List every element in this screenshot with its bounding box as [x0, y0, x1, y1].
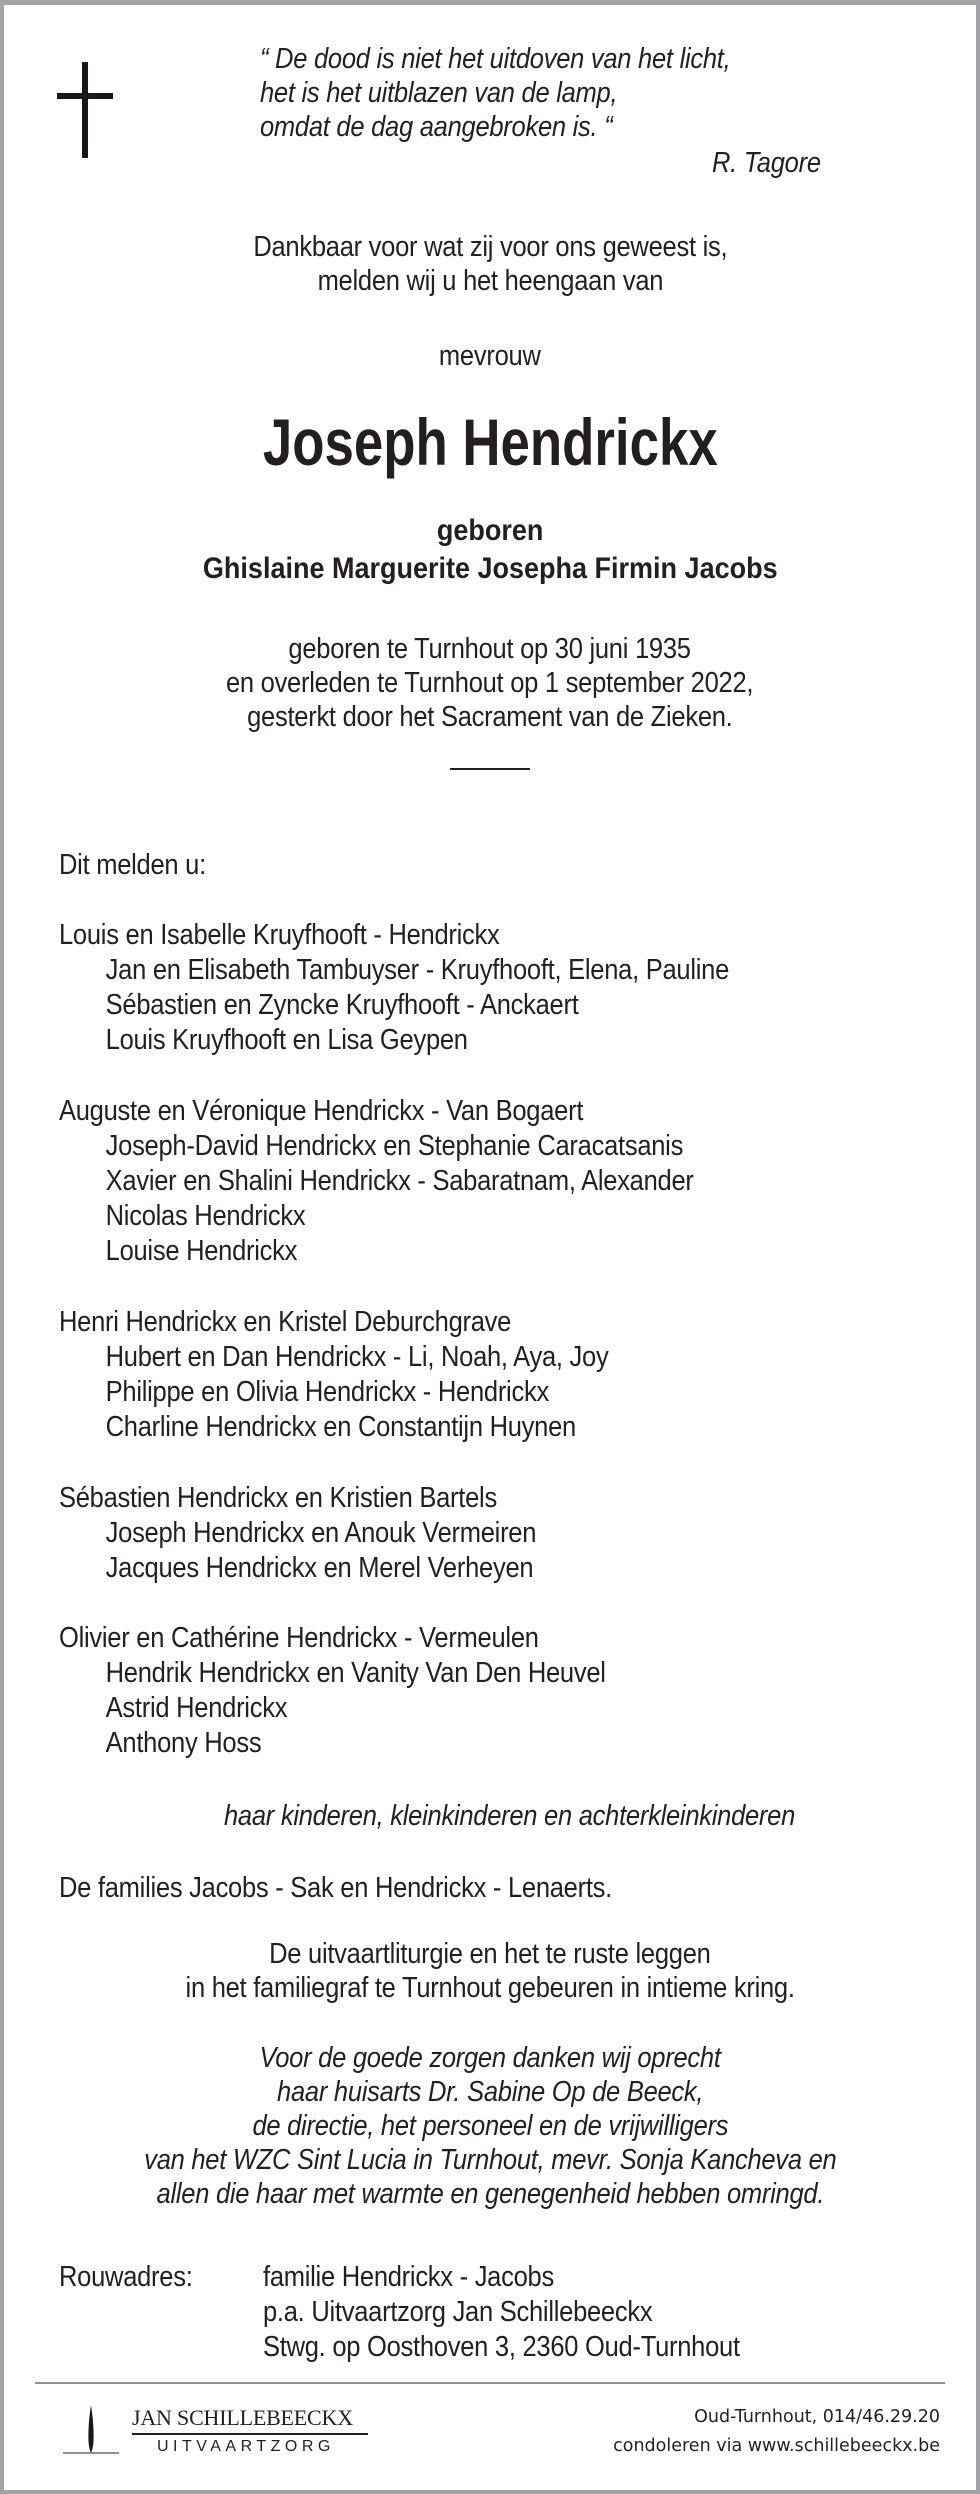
family-member: Hubert en Dan Hendrickx - Li, Noah, Aya, Joy: [105, 1341, 609, 1373]
footer-divider: [35, 2382, 945, 2384]
descendants-line: haar kinderen, kleinkinderen en achterkleinkinderen: [224, 1800, 796, 1832]
section-divider: [450, 768, 530, 770]
brand-name: JAN SCHILLEBEECKX: [132, 2405, 353, 2430]
family-group: [59, 1621, 680, 1761]
family-member: Jacques Hendrickx en Merel Verheyen: [105, 1552, 534, 1584]
family-group: [59, 918, 820, 1058]
title-prefix: mevrouw: [439, 340, 541, 372]
thanks: [4, 2041, 976, 2211]
logo-ground-line: [63, 2452, 119, 2454]
family-group: [59, 1094, 780, 1269]
family-member: Joseph-David Hendrickx en Stephanie Caracatsanis: [105, 1130, 684, 1162]
thanks-line: Voor de goede zorgen danken wij oprecht: [259, 2042, 721, 2074]
family-head: Henri Hendrickx en Kristel Deburchgrave: [59, 1306, 512, 1338]
intro-line: melden wij u het heengaan van: [317, 265, 663, 297]
family-member: Jan en Elisabeth Tambuyser - Kruyfhooft, Elena, Pauline: [105, 954, 730, 986]
mourning-address-label: Rouwadres:: [59, 2261, 193, 2293]
life-dates-line: geboren te Turnhout op 30 juni 1935: [288, 633, 692, 665]
life-dates: [4, 632, 976, 734]
family-member: Hendrik Hendrickx en Vanity Van Den Heuvel: [105, 1657, 606, 1689]
funeral-info: [4, 1937, 976, 2005]
family-member: Sébastien en Zyncke Kruyfhooft - Anckaert: [105, 989, 579, 1021]
intro: [4, 230, 976, 298]
mourning-address: [263, 2260, 805, 2365]
address-line: Stwg. op Oosthoven 3, 2360 Oud-Turnhout: [263, 2331, 740, 2363]
cypress-tree-icon: [88, 2405, 94, 2453]
family-head: Auguste en Véronique Hendrickx - Van Bogaert: [59, 1095, 584, 1127]
quote-line: “ De dood is niet het uitdoven van het licht,: [260, 43, 731, 75]
brand-subtitle: UITVAARTZORG: [157, 2438, 335, 2455]
family-head: Sébastien Hendrickx en Kristien Bartels: [59, 1482, 497, 1514]
family-member: Astrid Hendrickx: [105, 1692, 288, 1724]
family-member: Anthony Hoss: [105, 1727, 262, 1759]
life-dates-line: en overleden te Turnhout op 1 september 2022,: [226, 667, 754, 699]
thanks-line: allen die haar met warmte en genegenheid hebben omringd.: [156, 2178, 824, 2210]
funeral-line: in het familiegraf te Turnhout gebeuren in intieme kring.: [185, 1972, 795, 2004]
family-member: Joseph Hendrickx en Anouk Vermeiren: [105, 1517, 537, 1549]
contact-line: Oud-Turnhout, 014/46.29.20: [694, 2407, 940, 2427]
family-member: Philippe en Olivia Hendrickx - Hendrickx: [105, 1376, 549, 1408]
family-head: Louis en Isabelle Kruyfhooft - Hendrickx: [59, 919, 500, 951]
family-head: Olivier en Cathérine Hendrickx - Vermeulen: [59, 1622, 539, 1654]
brand-underline: [132, 2433, 368, 2435]
family-member: Charline Hendrickx en Constantijn Huynen: [105, 1411, 576, 1443]
quote-author: R. Tagore: [712, 147, 821, 179]
quote-line: het is het uitblazen van de lamp,: [260, 77, 618, 109]
thanks-line: haar huisarts Dr. Sabine Op de Beeck,: [276, 2076, 704, 2108]
family-member: Nicolas Hendrickx: [105, 1200, 306, 1232]
life-dates-line: gesterkt door het Sacrament van de Zieken.: [247, 701, 733, 733]
announcers-label: Dit melden u:: [59, 849, 206, 881]
deceased-name: Joseph Hendrickx: [262, 405, 718, 479]
thanks-line: de directie, het personeel en de vrijwilligers: [252, 2110, 728, 2142]
intro-line: Dankbaar voor wat zij voor ons geweest is,: [252, 231, 728, 263]
obituary-card: [4, 5, 976, 2490]
family-member: Louis Kruyfhooft en Lisa Geypen: [105, 1024, 468, 1056]
funeral-line: De uitvaartliturgie en het te ruste leggen: [269, 1938, 711, 1970]
thanks-line: van het WZC Sint Lucia in Turnhout, mevr. Sonja Kancheva en: [143, 2144, 837, 2176]
address-line: p.a. Uitvaartzorg Jan Schillebeeckx: [263, 2296, 653, 2328]
quote: [260, 42, 795, 144]
quote-line: omdat de dag aangebroken is. “: [260, 111, 613, 143]
extended-families: De families Jacobs - Sak en Hendrickx - Lenaerts.: [59, 1872, 612, 1904]
birth-name: Ghislaine Marguerite Josepha Firmin Jacobs: [202, 552, 778, 585]
address-line: familie Hendrickx - Jacobs: [263, 2261, 554, 2293]
family-member: Xavier en Shalini Hendrickx - Sabaratnam, Alexander: [105, 1165, 694, 1197]
family-group: [59, 1305, 683, 1445]
family-member: Louise Hendrickx: [105, 1235, 298, 1267]
born-label: geboren: [436, 514, 544, 547]
condolence-link[interactable]: condoleren via www.schillebeeckx.be: [613, 2436, 940, 2456]
family-group: [59, 1481, 601, 1586]
